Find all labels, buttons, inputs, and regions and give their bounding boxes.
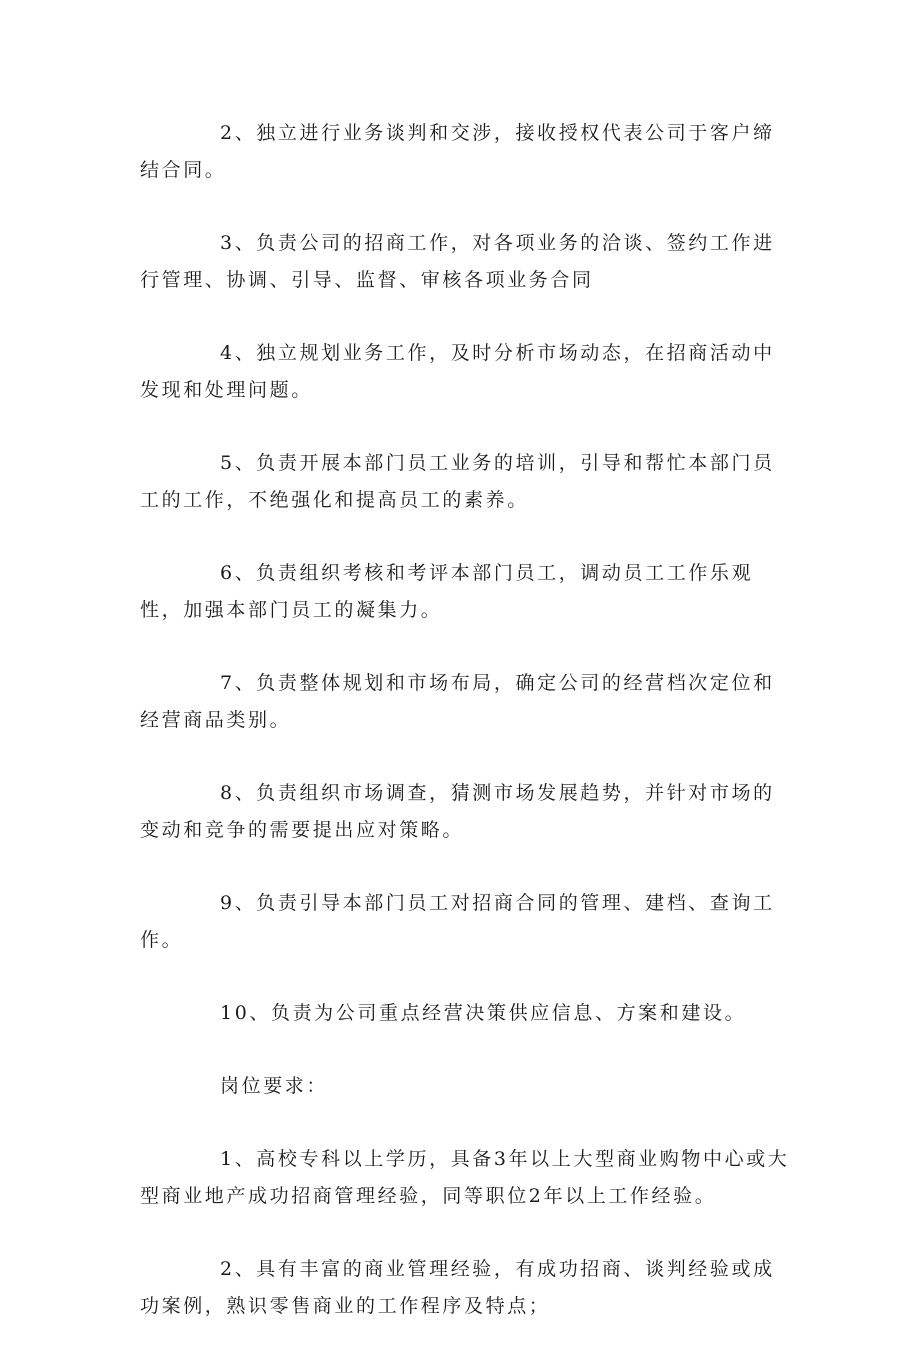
paragraph-duty-4: 4、独立规划业务工作，及时分析市场动态，在招商活动中发现和处理问题。 [140,342,775,401]
paragraph-duty-10: 10、负责为公司重点经营决策供应信息、方案和建设。 [220,1002,747,1024]
paragraph-duty-6: 6、负责组织考核和考评本部门员工，调动员工工作乐观性，加强本部门员工的凝集力。 [140,562,754,621]
document-body [140,115,794,1361]
section-heading-requirements: 岗位要求： [220,1075,329,1097]
paragraph-duty-5: 5、负责开展本部门员工业务的培训，引导和帮忙本部门员工的工作，不绝强化和提高员工的素养。 [140,452,775,511]
paragraph-duty-2: 2、独立进行业务谈判和交涉，接收授权代表公司于客户缔结合同。 [140,122,775,181]
paragraph-requirement-1: 1、高校专科以上学历，具备3年以上大型商业购物中心或大型商业地产成功招商管理经验，同等职位2年以上工作经验。 [140,1148,790,1207]
paragraph-duty-8: 8、负责组织市场调查，猜测市场发展趋势，并针对市场的变动和竞争的需要提出应对策略。 [140,782,775,841]
paragraph-duty-3: 3、负责公司的招商工作，对各项业务的洽谈、签约工作进行管理、协调、引导、监督、审核各项业务合同 [140,232,775,291]
paragraph-requirement-2: 2、具有丰富的商业管理经验，有成功招商、谈判经验或成功案例，熟识零售商业的工作程序及特点； [140,1258,775,1317]
paragraph-duty-9: 9、负责引导本部门员工对招商合同的管理、建档、查询工作。 [140,892,775,951]
paragraph-duty-7: 7、负责整体规划和市场布局，确定公司的经营档次定位和经营商品类别。 [140,672,775,731]
